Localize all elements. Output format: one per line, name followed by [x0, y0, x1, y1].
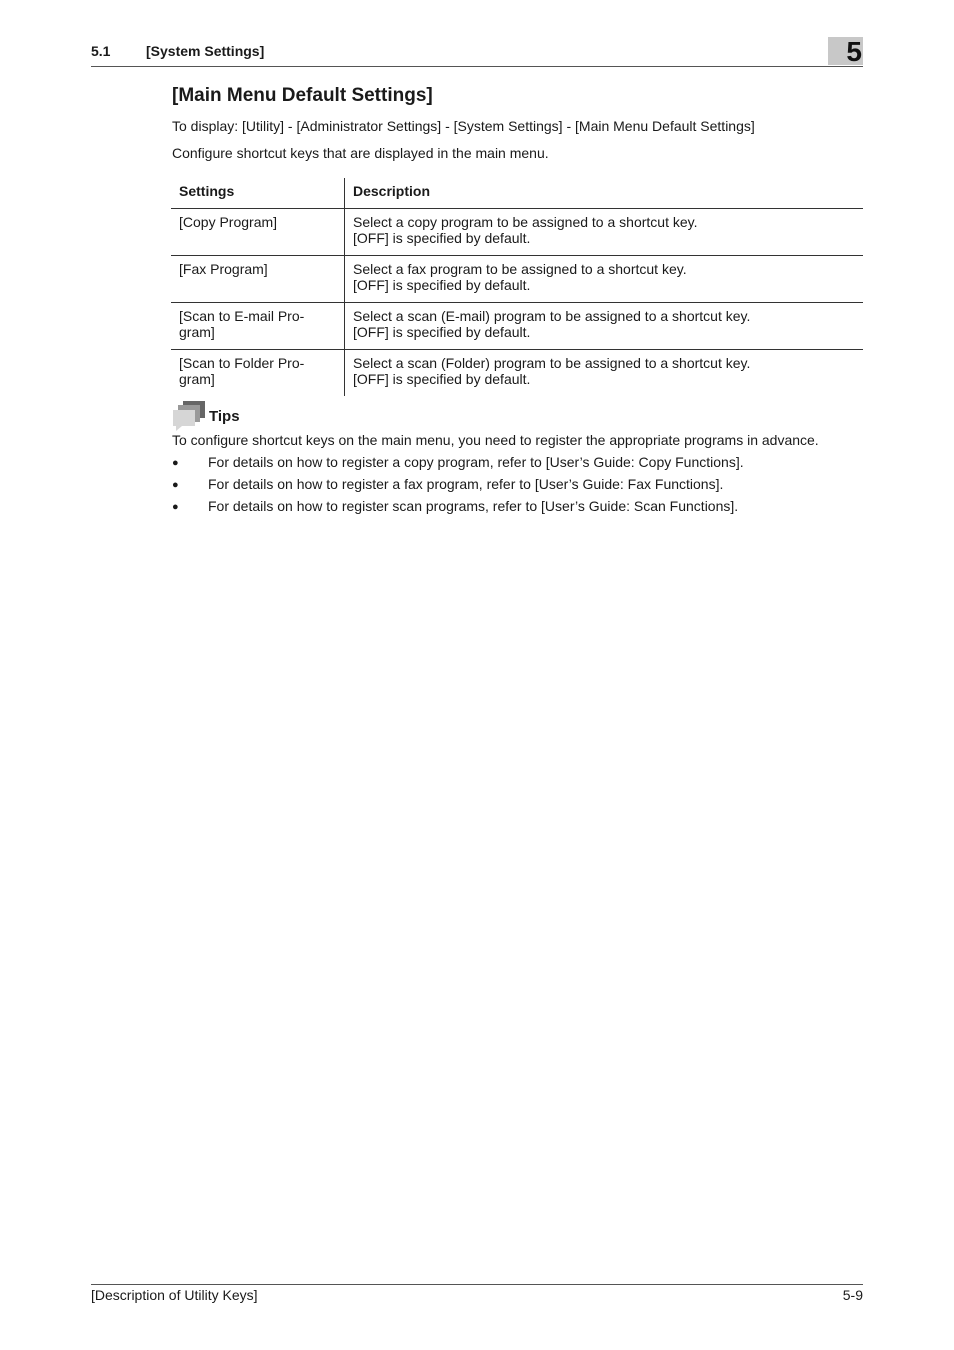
footer-chapter-title: [Description of Utility Keys]: [91, 1287, 258, 1303]
tips-heading: Tips: [209, 408, 240, 425]
page-header: [91, 36, 863, 67]
description-cell: Select a scan (E-mail) program to be assigned to a shortcut key. [OFF] is specified by default.: [345, 303, 864, 350]
section-title: [System Settings]: [146, 43, 265, 59]
column-header-description: Description: [345, 178, 864, 209]
bullet-icon: ●: [172, 479, 179, 491]
tips-icon: [172, 400, 206, 432]
table-row: [171, 303, 863, 350]
setting-cell: [Scan to Folder Pro- gram]: [171, 350, 345, 397]
tips-text: To configure shortcut keys on the main menu, you need to register the appropriate programs in advance.: [172, 432, 819, 448]
table-header-row: [171, 178, 863, 209]
column-header-settings: Settings: [171, 178, 345, 209]
section-number: 5.1: [91, 43, 111, 59]
bullet-icon: ●: [172, 501, 179, 513]
chapter-number: 5: [846, 36, 862, 67]
table-row: [171, 256, 863, 303]
bullet-icon: ●: [172, 457, 179, 469]
description-cell: Select a scan (Folder) program to be assigned to a shortcut key. [OFF] is specified by default.: [353, 355, 751, 387]
settings-table: [171, 178, 863, 396]
table-row: [171, 350, 863, 397]
setting-cell: [Scan to E-mail Pro- gram]: [171, 303, 345, 350]
page-footer: [91, 1284, 863, 1309]
page-number: 5-9: [842, 1287, 863, 1303]
chapter-badge: [828, 37, 863, 65]
setting-cell: [Copy Program]: [171, 209, 345, 256]
intro-text: Configure shortcut keys that are displayed in the main menu.: [172, 145, 549, 161]
description-cell: Select a fax program to be assigned to a shortcut key. [OFF] is specified by default.: [345, 256, 864, 303]
description-cell: Select a copy program to be assigned to a shortcut key. [OFF] is specified by default.: [345, 209, 864, 256]
page-title: [Main Menu Default Settings]: [172, 85, 433, 106]
display-path: To display: [Utility] - [Administrator Settings] - [System Settings] - [Main Menu Default Settings]: [172, 118, 755, 134]
setting-cell: [Fax Program]: [171, 256, 345, 303]
table-row: [171, 209, 863, 256]
